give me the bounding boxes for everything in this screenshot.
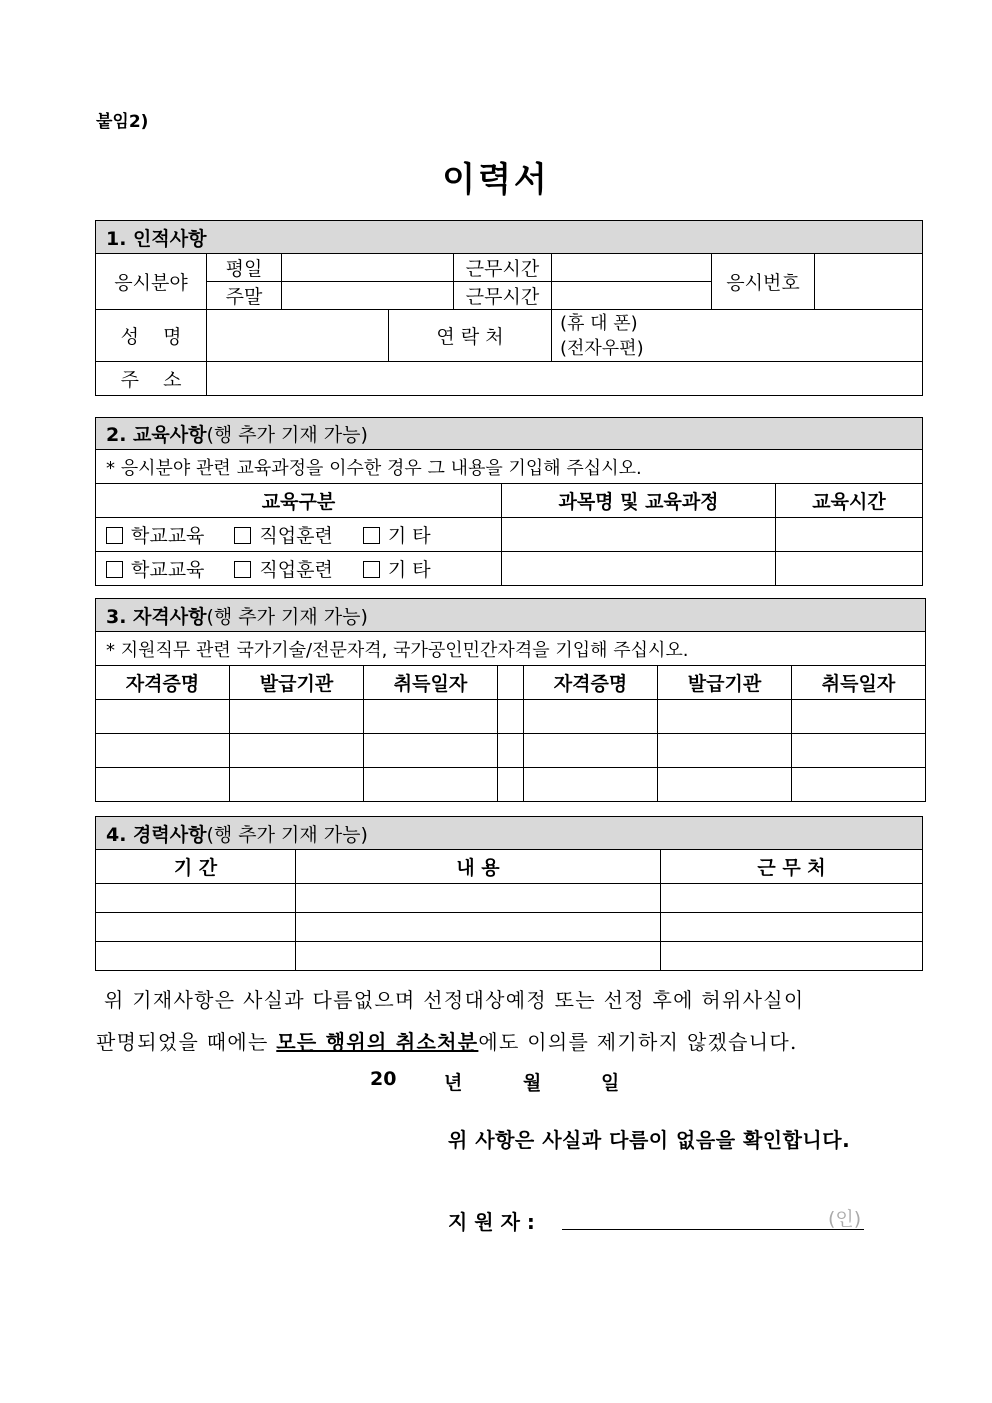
day-unit: 일 bbox=[601, 1072, 620, 1094]
declaration-line2-post: 에도 이의를 제기하지 않겠습니다. bbox=[478, 1030, 798, 1054]
weekend-field-input[interactable] bbox=[282, 282, 454, 310]
cert-input[interactable] bbox=[792, 768, 926, 802]
section2-note: (행 추가 기재 가능) bbox=[206, 424, 368, 446]
attachment-label: 붙임2) bbox=[96, 112, 149, 132]
field-label: 응시분야 bbox=[96, 254, 207, 310]
certification-table bbox=[95, 598, 926, 802]
spacer-cell bbox=[498, 700, 524, 734]
cert-name-header: 자격증명 bbox=[524, 666, 658, 700]
edu-course-header: 과목명 및 교육과정 bbox=[502, 484, 776, 518]
cert-input[interactable] bbox=[524, 734, 658, 768]
cert-input[interactable] bbox=[524, 768, 658, 802]
cert-input[interactable] bbox=[524, 700, 658, 734]
declaration-line1: 위 기재사항은 사실과 다름없으며 선정대상예정 또는 선정 후에 허위사실이 bbox=[104, 988, 805, 1012]
career-input[interactable] bbox=[661, 913, 923, 942]
school-label: 학교교육 bbox=[131, 525, 205, 547]
declaration-line2-pre: 판명되었을 때에는 bbox=[96, 1030, 277, 1054]
applicant-label: 지 원 자 : bbox=[448, 1210, 535, 1234]
edu-course-input[interactable] bbox=[502, 518, 776, 552]
year-unit: 년 bbox=[444, 1072, 463, 1094]
weekday-label: 평일 bbox=[207, 254, 282, 282]
month-unit: 월 bbox=[523, 1072, 542, 1094]
edu-type-cell bbox=[96, 518, 502, 552]
edu-hours-input[interactable] bbox=[776, 552, 923, 586]
address-label: 주 소 bbox=[96, 362, 207, 396]
education-instruction: * 응시분야 관련 교육과정을 이수한 경우 그 내용을 기입해 주십시오. bbox=[96, 450, 923, 484]
edu-type-header: 교육구분 bbox=[96, 484, 502, 518]
weekday-hours-label: 근무시간 bbox=[454, 254, 552, 282]
school-checkbox[interactable] bbox=[106, 527, 123, 544]
exam-number-label: 응시번호 bbox=[712, 254, 815, 310]
declaration-line2 bbox=[96, 1026, 906, 1055]
section1-header: 1. 인적사항 bbox=[96, 221, 923, 254]
vocational-checkbox[interactable] bbox=[234, 527, 251, 544]
education-table bbox=[95, 417, 923, 586]
vocational-label: 직업훈련 bbox=[259, 525, 333, 547]
name-label: 성 명 bbox=[96, 310, 207, 362]
vocational-label: 직업훈련 bbox=[259, 559, 333, 581]
applicant-signature-line[interactable] bbox=[562, 1229, 864, 1230]
confirm-statement: 위 사항은 사실과 다름이 없음을 확인합니다. bbox=[448, 1128, 851, 1152]
school-checkbox[interactable] bbox=[106, 561, 123, 578]
career-table bbox=[95, 816, 923, 971]
other-checkbox[interactable] bbox=[363, 527, 380, 544]
personal-info-table bbox=[95, 220, 923, 396]
section4-title: 4. 경력사항 bbox=[106, 823, 207, 846]
school-label: 학교교육 bbox=[131, 559, 205, 581]
weekend-hours-input[interactable] bbox=[552, 282, 712, 310]
section3-note: (행 추가 기재 가능) bbox=[206, 605, 368, 628]
weekday-field-input[interactable] bbox=[282, 254, 454, 282]
career-input[interactable] bbox=[296, 942, 661, 971]
seal-mark: (인) bbox=[828, 1208, 862, 1230]
phone-label: (휴 대 폰) bbox=[560, 312, 638, 334]
cert-issuer-header: 발급기관 bbox=[658, 666, 792, 700]
section2-title: 2. 교육사항 bbox=[106, 424, 207, 446]
vocational-checkbox[interactable] bbox=[234, 561, 251, 578]
career-input[interactable] bbox=[96, 942, 296, 971]
section3-header bbox=[96, 599, 926, 632]
section4-header bbox=[96, 817, 923, 850]
cert-input[interactable] bbox=[230, 700, 364, 734]
cert-input[interactable] bbox=[658, 768, 792, 802]
other-checkbox[interactable] bbox=[363, 561, 380, 578]
cert-name-header: 자격증명 bbox=[96, 666, 230, 700]
career-input[interactable] bbox=[296, 884, 661, 913]
career-content-header: 내 용 bbox=[296, 850, 661, 884]
cert-input[interactable] bbox=[96, 768, 230, 802]
career-input[interactable] bbox=[296, 913, 661, 942]
career-input[interactable] bbox=[661, 942, 923, 971]
contact-label: 연 락 처 bbox=[389, 310, 552, 362]
section3-title: 3. 자격사항 bbox=[106, 605, 207, 628]
cert-input[interactable] bbox=[96, 700, 230, 734]
weekend-label: 주말 bbox=[207, 282, 282, 310]
certification-instruction: * 지원직무 관련 국가기술/전문자격, 국가공인민간자격을 기입해 주십시오. bbox=[96, 632, 926, 666]
weekday-hours-input[interactable] bbox=[552, 254, 712, 282]
weekend-hours-label: 근무시간 bbox=[454, 282, 552, 310]
page-title: 이력서 bbox=[442, 160, 550, 200]
cert-input[interactable] bbox=[364, 768, 498, 802]
section4-note: (행 추가 기재 가능) bbox=[206, 823, 368, 846]
cert-date-header: 취득일자 bbox=[364, 666, 498, 700]
cert-input[interactable] bbox=[96, 734, 230, 768]
career-workplace-header: 근 무 처 bbox=[661, 850, 923, 884]
cert-input[interactable] bbox=[230, 768, 364, 802]
cert-input[interactable] bbox=[230, 734, 364, 768]
edu-type-cell bbox=[96, 552, 502, 586]
declaration-emphasis: 모든 행위의 취소처분 bbox=[276, 1030, 479, 1054]
career-period-header: 기 간 bbox=[96, 850, 296, 884]
cert-input[interactable] bbox=[364, 700, 498, 734]
cert-input[interactable] bbox=[792, 700, 926, 734]
career-input[interactable] bbox=[96, 884, 296, 913]
edu-hours-header: 교육시간 bbox=[776, 484, 923, 518]
exam-number-input[interactable] bbox=[815, 254, 923, 310]
other-label: 기 타 bbox=[387, 525, 431, 547]
year-prefix: 20 bbox=[370, 1068, 397, 1090]
email-label: (전자우편) bbox=[560, 337, 644, 359]
cert-input[interactable] bbox=[658, 734, 792, 768]
spacer-cell bbox=[498, 666, 524, 700]
name-input[interactable] bbox=[207, 310, 389, 362]
cert-date-header: 취득일자 bbox=[792, 666, 926, 700]
edu-hours-input[interactable] bbox=[776, 518, 923, 552]
cert-input[interactable] bbox=[792, 734, 926, 768]
career-input[interactable] bbox=[661, 884, 923, 913]
spacer-cell bbox=[498, 734, 524, 768]
career-input[interactable] bbox=[96, 913, 296, 942]
cert-input[interactable] bbox=[364, 734, 498, 768]
cert-input[interactable] bbox=[658, 700, 792, 734]
spacer-cell bbox=[498, 768, 524, 802]
contact-input[interactable] bbox=[552, 310, 923, 362]
other-label: 기 타 bbox=[387, 559, 431, 581]
cert-issuer-header: 발급기관 bbox=[230, 666, 364, 700]
section2-header bbox=[96, 418, 923, 450]
address-input[interactable] bbox=[207, 362, 923, 396]
edu-course-input[interactable] bbox=[502, 552, 776, 586]
